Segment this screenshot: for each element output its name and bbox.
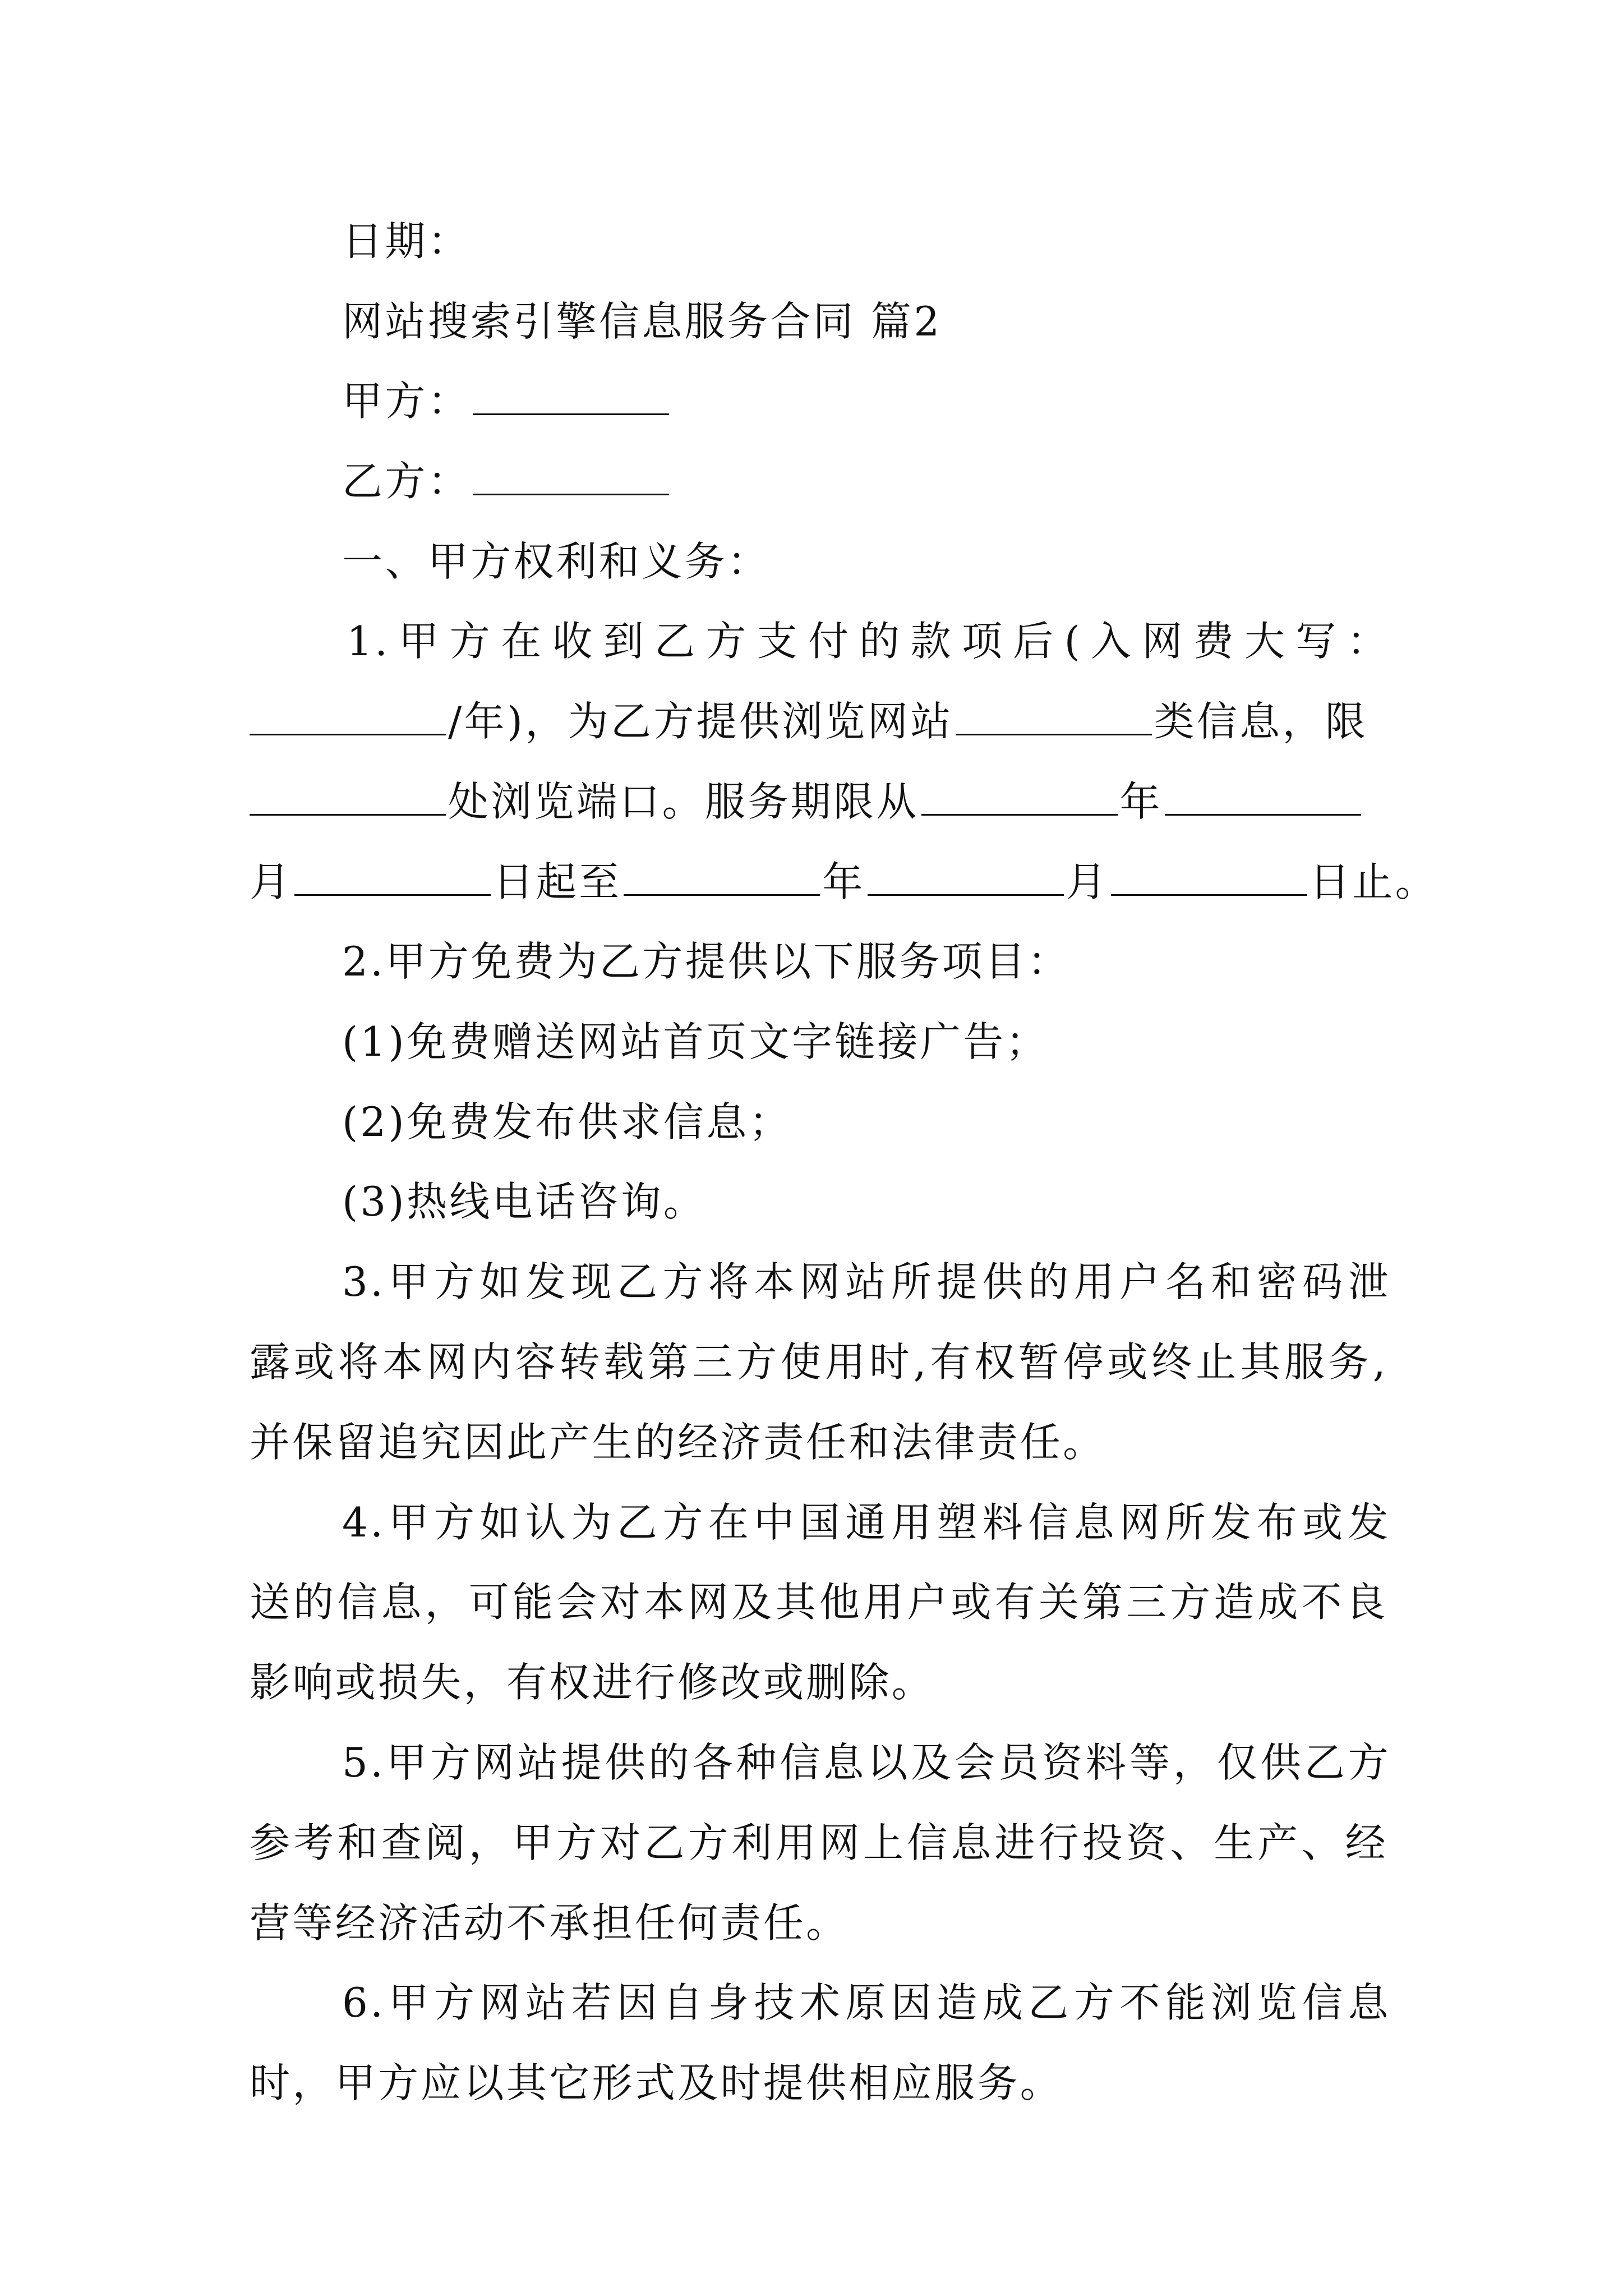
section1-heading: 一、甲方权利和义务：: [342, 538, 771, 585]
item2-sub3: (3)热线电话咨询。: [342, 1178, 707, 1225]
item4-line2: 送的信息，可能会对本网及其他用户或有关第三方造成不良: [250, 1579, 1388, 1626]
item3-line2: 露或将本网内容转载第三方使用时,有权暂停或终止其服务,: [250, 1338, 1388, 1386]
item3-line3: 并保留追究因此产生的经济责任和法律责任。: [250, 1419, 1106, 1466]
port-count-blank: [250, 780, 446, 816]
item1-line4-text-c: 年: [822, 858, 865, 905]
item1-line4-text-d: 月: [1066, 858, 1109, 905]
item1-line3-text-a: 处浏览端口。服务期限从: [448, 778, 919, 825]
item1-line4: [250, 855, 1438, 909]
item2-sub1: (1)免费赠送网站首页文字链接广告；: [342, 1018, 1049, 1065]
item1-line3-text-b: 年: [1119, 778, 1163, 825]
item6-line1: 6.甲方网站若因自身技术原因造成乙方不能浏览信息: [342, 1979, 1391, 2026]
date-label: 日期：: [342, 218, 471, 265]
item1-line2-text-a: /年)，为乙方提供浏览网站: [448, 698, 953, 745]
item1-line1: 1.甲方在收到乙方支付的款项后(入网费大写：: [347, 618, 1390, 665]
end-month-blank: [868, 861, 1064, 896]
item5-line3: 营等经济活动不承担任何责任。: [250, 1899, 849, 1947]
party-a-label: 甲方：: [342, 378, 471, 425]
item4-line1: 4.甲方如认为乙方在中国通用塑料信息网所发布或发: [342, 1499, 1391, 1546]
start-day-blank: [294, 861, 491, 896]
item5-line1: 5.甲方网站提供的各种信息以及会员资料等，仅供乙方: [342, 1739, 1391, 1786]
site-category-blank: [956, 700, 1152, 735]
item2: 2.甲方免费为乙方提供以下服务项目：: [342, 938, 1071, 985]
item1-line4-text-a: 月: [250, 858, 293, 905]
fee-blank: [250, 700, 446, 735]
party-a-blank: [473, 380, 669, 415]
party-b-label: 乙方：: [342, 458, 471, 505]
start-year-blank: [921, 780, 1118, 816]
party-b-blank: [473, 460, 669, 495]
item1-line2-text-b: 类信息，限: [1154, 698, 1368, 745]
item4-line3: 影响或损失，有权进行修改或删除。: [250, 1659, 935, 1706]
end-day-blank: [1111, 861, 1307, 896]
party-a-line: [342, 374, 1391, 428]
end-year-blank: [624, 861, 820, 896]
start-month-blank: [1165, 780, 1361, 816]
item6-line2: 时，甲方应以其它形式及时提供相应服务。: [250, 2059, 1063, 2106]
contract-title: 网站搜索引擎信息服务合同 篇2: [342, 298, 942, 345]
item5-line2: 参考和查阅，甲方对乙方利用网上信息进行投资、生产、经: [250, 1819, 1388, 1866]
party-b-line: [342, 454, 1391, 508]
item1-line4-text-e: 日止。: [1309, 858, 1438, 905]
item1-line3: [250, 775, 1388, 829]
item1-line2: [250, 694, 1388, 748]
item2-sub2: (2)免费发布供求信息；: [342, 1098, 792, 1145]
item1-line4-text-b: 日起至: [493, 858, 622, 905]
item3-line1: 3.甲方如发现乙方将本网站所提供的用户名和密码泄: [342, 1258, 1391, 1305]
